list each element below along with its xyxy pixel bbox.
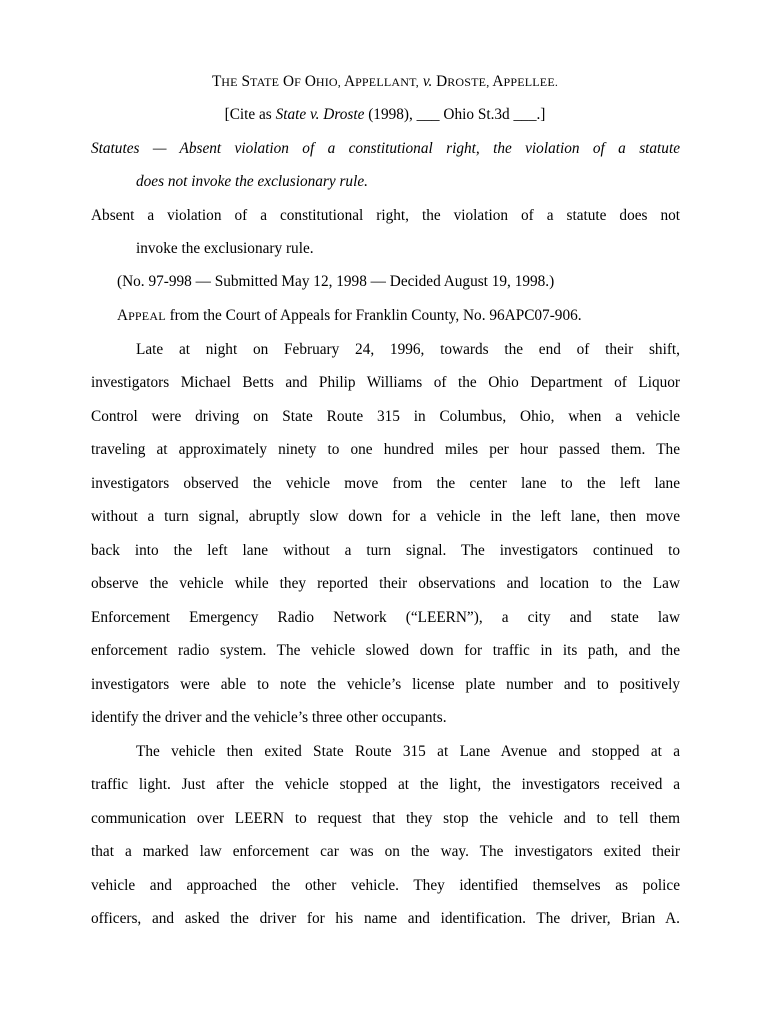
case-title [0, 72, 770, 92]
headnote-line-1 [91, 139, 680, 159]
body-line: traveling at approximately ninety to one hundred miles per hour passed them. The [91, 441, 680, 458]
body-line: Late at night on February 24, 1996, towards the end of their shift, [136, 341, 680, 358]
body-line: enforcement radio system. The vehicle slowed down for traffic in its path, and the [91, 642, 680, 659]
body-line: without a turn signal, abruptly slow down for a vehicle in the left lane, then move [91, 508, 680, 525]
citation-prefix: [Cite as [224, 106, 276, 123]
citation-case-name: State v. Droste [275, 106, 365, 123]
body-line: investigators observed the vehicle move from the center lane to the left lane [91, 475, 680, 492]
body-line: traffic light. Just after the vehicle stopped at the light, the investigators received a [91, 776, 680, 793]
case-title-text: THE STATE OF OHIO, APPELLANT, v. DROSTE, APPELLEE. [211, 73, 559, 90]
body-line: The vehicle then exited State Route 315 at Lane Avenue and stopped at a [136, 743, 680, 760]
body-line: communication over LEERN to request that they stop the vehicle and to tell them [91, 810, 680, 827]
body-line: Control were driving on State Route 315 in Columbus, Ohio, when a vehicle [91, 408, 680, 425]
headnote-text-1: Statutes — Absent violation of a constitutional right, the violation of a statute [91, 140, 680, 157]
headnote-text-2: does not invoke the exclusionary rule. [136, 173, 368, 190]
holding-line-2: invoke the exclusionary rule. [136, 240, 314, 257]
headnote-line-2 [136, 172, 680, 192]
citation-suffix: (1998), ___ Ohio St.3d ___.] [364, 106, 546, 123]
appeal-line [117, 306, 582, 326]
body-line: vehicle and approached the other vehicle. They identified themselves as police [91, 877, 680, 894]
body-line: investigators Michael Betts and Philip Williams of the Ohio Department of Liquor [91, 374, 680, 391]
docket-line: (No. 97-998 — Submitted May 12, 1998 — Decided August 19, 1998.) [117, 273, 555, 290]
body-line: investigators were able to note the vehicle’s license plate number and to positively [91, 676, 680, 693]
holding-line-1: Absent a violation of a constitutional right, the violation of a statute does not [91, 207, 680, 224]
appeal-rest: from the Court of Appeals for Franklin County, No. 96APC07-906. [165, 307, 582, 324]
body-line: observe the vehicle while they reported their observations and location to the Law [91, 575, 680, 592]
body-line: officers, and asked the driver for his name and identification. The driver, Brian A. [91, 910, 680, 927]
appeal-lead: APPEAL [117, 307, 166, 324]
citation-line [0, 105, 770, 125]
body-line: that a marked law enforcement car was on the way. The investigators exited their [91, 843, 680, 860]
body-line: back into the left lane without a turn signal. The investigators continued to [91, 542, 680, 559]
body-line: Enforcement Emergency Radio Network (“LEERN”), a city and state law [91, 609, 680, 626]
body-line: identify the driver and the vehicle’s three other occupants. [91, 709, 447, 726]
